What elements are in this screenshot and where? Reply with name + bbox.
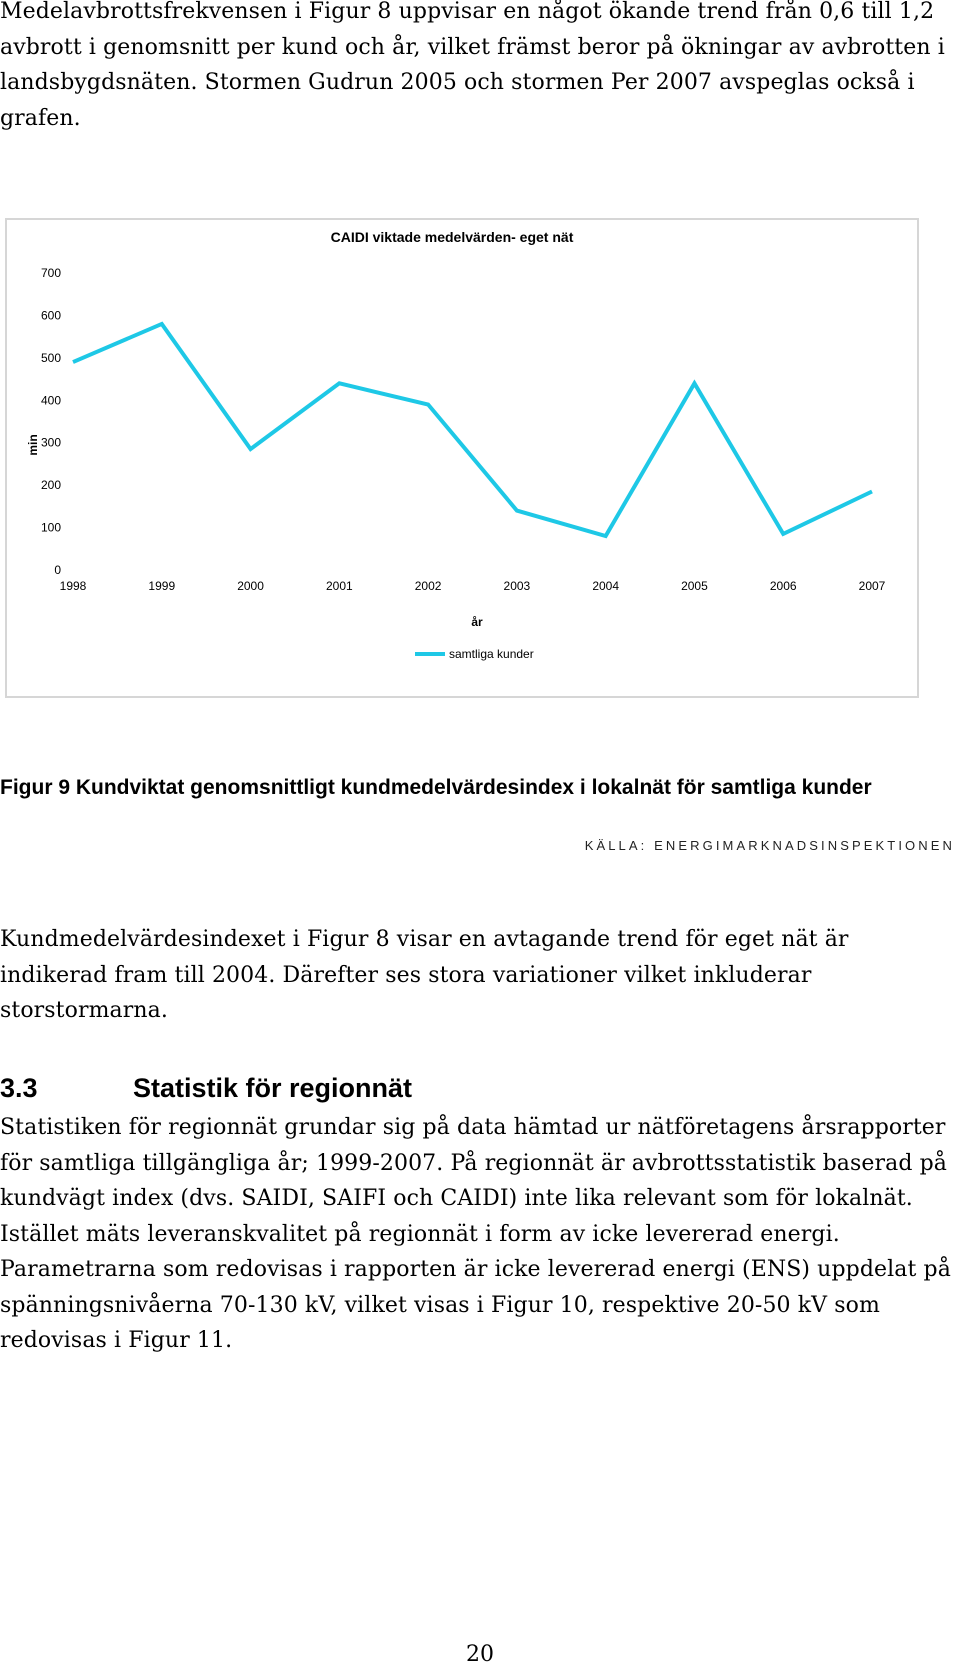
y-tick-label: 500 bbox=[40, 350, 61, 365]
figure-source: KÄLLA: ENERGIMARKNADSINSPEKTIONEN bbox=[584, 838, 955, 853]
body-paragraph-1: Kundmedelvärdesindexet i Figur 8 visar en avtagande trend för eget nät är indikerad fram till 2004. Därefter ses stora variationer vilket inkluderar storstormarna. bbox=[0, 927, 849, 1023]
section-heading bbox=[0, 1073, 412, 1104]
intro-paragraph: Medelavbrottsfrekvensen i Figur 8 uppvisar en något ökande trend från 0,6 till 1,2 avbrott i genomsnitt per kund och år, vilket främst beror på ökningar av avbrotten i landsbygdsnäten. Stormen Gudrun 2005 och stormen Per 2007 avspeglas också i grafen. bbox=[0, 0, 945, 131]
series-line bbox=[73, 324, 872, 536]
x-tick-label: 1998 bbox=[59, 579, 87, 593]
y-tick-label: 600 bbox=[40, 308, 61, 323]
legend bbox=[415, 647, 534, 661]
y-axis-label: min bbox=[26, 434, 40, 456]
y-tick-labels bbox=[41, 266, 61, 577]
y-tick-label: 400 bbox=[40, 393, 61, 408]
chart-frame bbox=[5, 218, 919, 698]
y-tick-label: 0 bbox=[54, 563, 61, 577]
x-tick-label: 2003 bbox=[503, 579, 531, 593]
x-tick-label: 2005 bbox=[681, 579, 708, 593]
legend-label: samtliga kunder bbox=[449, 647, 534, 661]
chart-title: CAIDI viktade medelvärden- eget nät bbox=[330, 229, 574, 245]
y-tick-label: 100 bbox=[40, 520, 61, 535]
series-lines bbox=[73, 324, 872, 536]
x-tick-label: 2007 bbox=[858, 579, 886, 593]
body-paragraph-2: Statistiken för regionnät grundar sig på data hämtad ur nätföretagens årsrapporter för samtliga tillgängliga år; 1999-2007. På regionnät är avbrottsstatistik baserad på kundvägt index (dvs. SAIDI, SAIFI och CAIDI) inte lika relevant som för lokalnät. Istället mäts leveranskvalitet på regionnät i form av icke levererad energi. Parametrarna som redovisas i rapporten är icke levererad energi (ENS) uppdelat på spänningsnivåerna 70-130 kV, vilket visas i Figur 10, respektive 20-50 kV som redovisas i Figur 11. bbox=[0, 1115, 951, 1353]
x-tick-label: 2002 bbox=[414, 579, 442, 593]
x-tick-label: 2001 bbox=[325, 579, 353, 593]
page-number: 20 bbox=[466, 1642, 494, 1667]
x-tick-label: 2000 bbox=[237, 579, 264, 593]
y-tick-label: 300 bbox=[40, 435, 61, 450]
x-tick-labels bbox=[60, 579, 886, 593]
x-axis-label: år bbox=[471, 615, 483, 629]
section-number: 3.3 bbox=[0, 1073, 38, 1103]
line-chart bbox=[7, 220, 917, 696]
x-tick-label: 2004 bbox=[592, 579, 620, 593]
x-tick-label: 1999 bbox=[148, 579, 176, 593]
figure-caption: Figur 9 Kundviktat genomsnittligt kundmedelvärdesindex i lokalnät för samtliga kunder bbox=[0, 776, 872, 799]
section-title: Statistik för regionnät bbox=[133, 1073, 413, 1103]
y-tick-label: 700 bbox=[40, 266, 61, 280]
x-tick-label: 2006 bbox=[769, 579, 797, 593]
y-tick-label: 200 bbox=[40, 478, 61, 493]
